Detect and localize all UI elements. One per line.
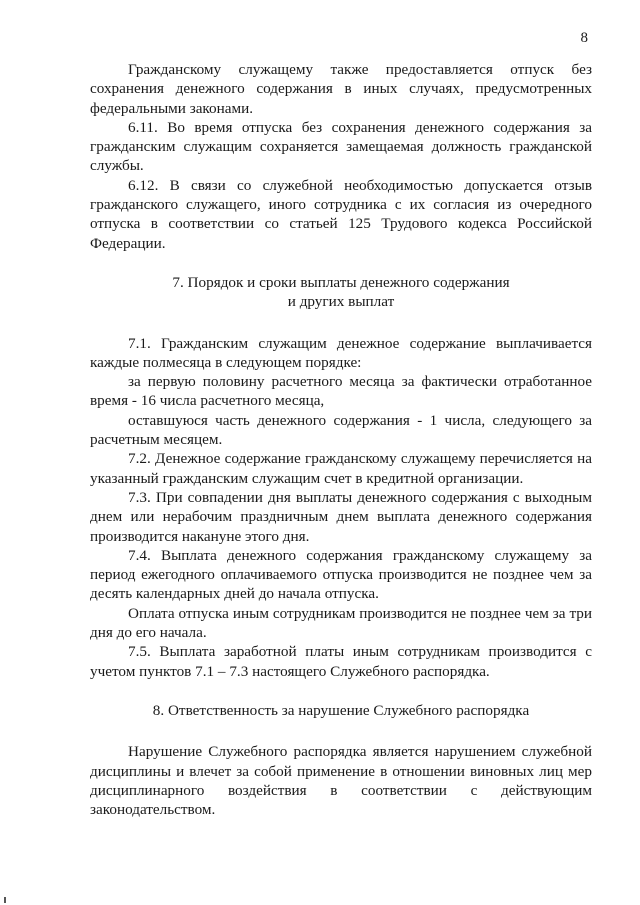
section-7-title-line-2: и других выплат <box>287 293 395 311</box>
page-content <box>90 60 592 819</box>
section-7-title-line-1: 7. Порядок и сроки выплаты денежного содержания <box>172 273 510 291</box>
paragraph-6-12: 6.12. В связи со служебной необходимостью допускается отзыв гражданского служащего, иного сотрудника с их согласия из очередного отпуска в соответствии со статьей 125 Трудового кодекса Российской Федерации. <box>90 176 592 252</box>
paragraph-7-1-first-half: за первую половину расчетного месяца за фактически отработанное время - 16 числа расчетного месяца, <box>90 373 592 410</box>
paragraph-7-4-other-staff: Оплата отпуска иным сотрудникам производится не позднее чем за три дня до его начала. <box>90 604 592 642</box>
paragraph-7-2: 7.2. Денежное содержание гражданскому служащему перечисляется на указанный гражданским служащим счет в кредитной организации. <box>90 450 592 487</box>
paragraph-7-1: 7.1. Гражданским служащим денежное содержание выплачивается каждые полмесяца в следующем порядке: <box>90 334 592 371</box>
paragraph-7-5: 7.5. Выплата заработной платы иным сотрудникам производится с учетом пунктов 7.1 – 7.3 настоящего Служебного распорядка. <box>90 643 592 680</box>
paragraph-7-4: 7.4. Выплата денежного содержания гражданскому служащему за период ежегодного оплачиваемого отпуска производится не позднее чем за десять календарных дней до начала отпуска. <box>90 546 592 603</box>
paragraph-unpaid-leave-other-cases: Гражданскому служащему также предоставляется отпуск без сохранения денежного содержания в иных случаях, предусмотренных федеральными законами. <box>90 61 592 117</box>
paragraph-7-1-remaining: оставшуюся часть денежного содержания - 1 числа, следующего за расчетным месяцем. <box>90 411 592 449</box>
paragraph-6-11: 6.11. Во время отпуска без сохранения денежного содержания за гражданским служащим сохраняется замещаемая должность гражданской службы. <box>90 118 592 175</box>
scan-edge-mark <box>4 897 6 903</box>
section-8-title: 8. Ответственность за нарушение Служебного распорядка <box>152 701 530 719</box>
paragraph-8-violation: Нарушение Служебного распорядка является нарушением служебной дисциплины и влечет за собой применение в отношении виновных лиц мер дисциплинарного воздействия в соответствии с действующим законодательством. <box>90 743 592 819</box>
page-number: 8 <box>580 30 588 46</box>
paragraph-7-3: 7.3. При совпадении дня выплаты денежного содержания с выходным днем или нерабочим праздничным днем выплата денежного содержания производится накануне этого дня. <box>90 488 592 545</box>
